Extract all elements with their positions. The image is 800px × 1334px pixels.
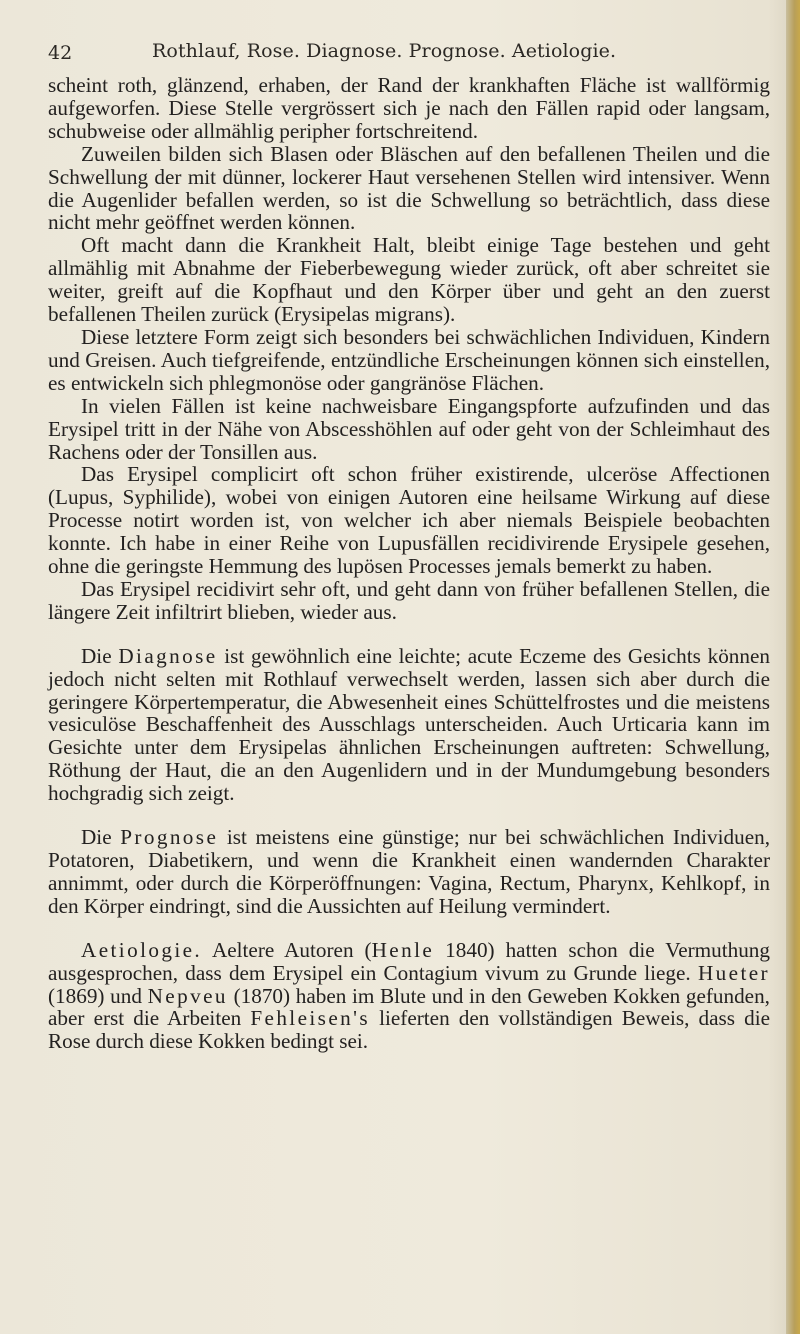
article-word: Die (81, 643, 119, 668)
paragraph: Das Erysipel complicirt oft schon früher existirende, ulceröse Affectionen (Lupus, Syphilide), wobei von einigen Autoren eine heilsame Wirkung auf diese Processe notirt worden ist, von welcher ich aber niemals Beispiele beobachten konnte. Ich habe in einer Reihe von Lupusfällen recidivirende Erysipele gesehen, ohne die geringste Hemmung des lupösen Processes jemals bemerkt zu haben. (48, 462, 770, 579)
running-title: Rothlauf, Rose. Diagnose. Prognose. Aetiologie. (152, 40, 617, 62)
page-edge (786, 0, 800, 1334)
paragraph: Oft macht dann die Krankheit Halt, bleibt einige Tage bestehen und geht allmählig mit Abnahme der Fieberbewegung wieder zurück, oft aber schreitet sie weiter, greift auf die Kopfhaut und den Körper über und geht an den zuerst befallenen Theilen zurück (Erysipelas migrans). (48, 233, 770, 327)
author-henle: Henle (371, 937, 435, 962)
author-fehleisen: Fehleisen's (250, 1006, 370, 1031)
paragraph: In vielen Fällen ist keine nachweisbare Eingangspforte aufzufinden und das Erysipel tritt in der Nähe von Abscesshöhlen auf oder geht von der Schleimhaut des Rachens oder der Tonsillen aus. (48, 393, 770, 464)
paragraph: Zuweilen bilden sich Blasen oder Bläschen auf den befallenen Theilen und die Schwellung der mit dünner, lockerer Haut versehenen Stellen wird intensiver. Wenn die Augenlider befallen werden, so ist die Schwellung so beträchtlich, dass diese nicht mehr geöffnet werden können. (48, 141, 770, 235)
prognose-section (48, 826, 770, 918)
diagnose-keyword: Diagnose (118, 643, 218, 668)
page-header (0, 36, 800, 66)
diagnose-text: ist gewöhnlich eine leichte; acute Eczeme des Gesichts können jedoch nicht selten mit Rothlauf verwechselt werden, lassen sich aber durch die geringere Körpertemperatur, die Abwesenheit eines Schüttelfrostes und die meistens vesiculöse Beschaffenheit des Ausschlags unterscheiden. Auch Urticaria kann im Gesichte unter dem Erysipelas ähnlichen Erscheinungen auftreten: Schwellung, Röthung der Haut, die an den Augenlidern und in der Mundumgebung besonders hochgradig sich zeigt. (48, 643, 770, 806)
prognose-text: ist meistens eine günstige; nur bei schwächlichen Individuen, Potatoren, Diabetikern, und wenn die Krankheit einen wandernden Charakter annimmt, oder durch die Körperöffnungen: Vagina, Rectum, Pharynx, Kehlkopf, in den Körper eindringt, sind die Aussichten auf Heilung vermindert. (48, 825, 771, 918)
aetiologie-text: (1870) haben im Blute und in den Geweben Kokken gefunden, aber erst die Arbeiten (48, 983, 770, 1031)
prognose-keyword: Prognose (120, 825, 219, 850)
paragraph: scheint roth, glänzend, erhaben, der Rand der krankhaften Fläche ist wallförmig aufgeworfen. Diese Stelle vergrössert sich je nach den Fällen rapid oder langsam, schubweise oder allmählig peripher fortschreitend. (48, 73, 770, 143)
aetiologie-text: (1869) und (48, 983, 148, 1008)
diagnose-section (48, 645, 770, 805)
aetiologie-keyword: Aetiologie. (81, 937, 203, 962)
body-text (48, 74, 770, 1053)
aetiologie-text: Aeltere Autoren ( (202, 937, 372, 962)
paragraph: Das Erysipel recidivirt sehr oft, und geht dann von früher befallenen Stellen, die längere Zeit infiltrirt blieben, wieder aus. (48, 576, 770, 624)
aetiologie-text: lieferten den vollständigen Beweis, dass die Rose durch diese Kokken bedingt sei. (48, 1006, 771, 1054)
page-number: 42 (48, 42, 73, 64)
aetiologie-section (48, 939, 770, 1054)
paragraph: Diese letztere Form zeigt sich besonders bei schwächlichen Individuen, Kindern und Greisen. Auch tiefgreifende, entzündliche Erscheinungen können sich einstellen, es entwickeln sich phlegmonöse oder gangränöse Flächen. (48, 324, 770, 395)
article-word: Die (81, 825, 121, 850)
author-nepveu: Nepveu (147, 983, 228, 1008)
aetiologie-text: 1840) hatten schon die Vermuthung ausgesprochen, dass dem Erysipel ein Contagium vivum zu Grunde liege. (48, 937, 770, 985)
author-hueter: Hueter (697, 960, 770, 985)
